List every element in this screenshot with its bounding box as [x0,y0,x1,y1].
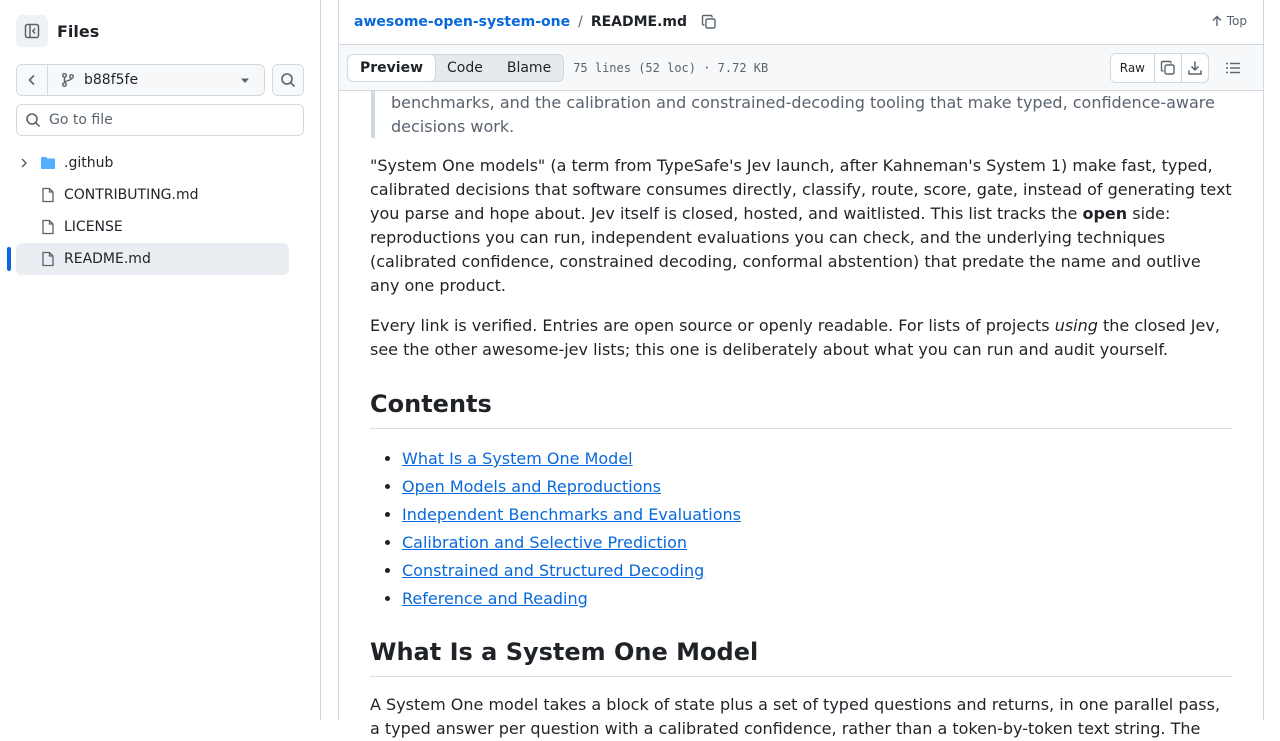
collapse-sidebar-button[interactable] [16,15,48,47]
markdown-body [370,91,1232,738]
outline-button[interactable] [1225,60,1241,80]
intro-paragraph [370,154,1232,298]
tab-preview[interactable]: Preview [347,54,436,82]
back-button[interactable] [16,64,48,96]
text-run: "System One models" (a term from TypeSafe's Jev launch, after Kahneman's System 1) make fast, typed, calibrated decisions that software consumes directly, classify, route, score, gate, instead of generating text you parse and hope about. Jev itself is closed, hosted, and waitlisted. This list tracks the [370,156,1232,223]
quote-line: decisions work. [391,117,515,136]
tab-blame[interactable]: Blame [506,59,552,76]
italic-text: using [1054,316,1098,335]
view-mode-tabs [347,54,564,82]
table-of-contents [370,445,1232,613]
tree-item-label: CONTRIBUTING.md [64,187,199,203]
file-info: 75 lines (52 loc) · 7.72 KB [573,60,769,75]
list-item [402,473,1232,501]
raw-button[interactable]: Raw [1119,61,1145,75]
file-view [338,0,1264,738]
list-item [402,501,1232,529]
toc-link[interactable]: Reference and Reading [402,589,588,608]
caret-down-icon [240,78,250,84]
file-icon [40,219,56,235]
back-to-top-link[interactable] [1211,14,1247,28]
file-tree [16,147,289,275]
text-run: side: reproductions you can run, independent evaluations you can check, and the underlying techniques (calibrated confidence, constrained decoding, conformal abstention) that predate the name and outlive any one product. [370,204,1201,295]
breadcrumb-separator: / [578,14,583,30]
branch-selector[interactable] [48,64,265,96]
list-item [402,585,1232,613]
branch-name: b88f5fe [84,72,139,88]
copy-icon [701,14,717,30]
text-run: the closed Jev, see the other awesome-jev lists; this one is deliberately about what you can run and audit yourself. [370,316,1220,359]
list-item [402,557,1232,585]
sidebar-title: Files [57,21,100,41]
tree-item-license[interactable] [16,211,289,243]
blockquote [371,91,1232,138]
chevron-left-icon [24,72,40,88]
search-files-button[interactable] [272,64,304,96]
file-actions [1110,53,1209,83]
download-button[interactable] [1181,54,1208,82]
section-paragraph: A System One model takes a block of state plus a set of typed questions and returns, in one parallel pass, a typed answer per question with a calibrated confidence, rather than a token-by-token text string. The [370,695,1221,738]
tree-item-label: .github [64,155,114,171]
file-icon [40,187,56,203]
quote-line: benchmarks, and the calibration and constrained-decoding tooling that make typed, confidence-aware [391,93,1215,112]
file-tree-sidebar [0,0,321,720]
folder-icon [40,155,56,171]
git-branch-icon [60,72,76,88]
toc-link[interactable]: Constrained and Structured Decoding [402,561,705,580]
tree-item-label: LICENSE [64,219,123,235]
go-to-file-field[interactable] [16,104,304,136]
tab-code[interactable]: Code [447,59,483,76]
list-item [402,529,1232,557]
list-item [402,445,1232,473]
toc-link[interactable]: Calibration and Selective Prediction [402,533,688,552]
section-heading: What Is a System One Model [370,637,1232,677]
file-toolbar [339,44,1263,91]
file-icon [40,251,56,267]
toc-link[interactable]: Independent Benchmarks and Evaluations [402,505,741,524]
text-run: Every link is verified. Entries are open source or openly readable. For lists of projects [370,316,1055,335]
tree-item-readme[interactable] [16,243,289,275]
copy-icon [1160,60,1176,76]
breadcrumb [339,0,1263,44]
sidebar-collapse-icon [24,23,40,39]
search-icon [280,72,296,88]
top-label: Top [1226,14,1247,28]
branch-row [16,64,265,96]
chevron-right-icon[interactable] [16,157,32,169]
sidebar-header [16,15,99,47]
go-to-file-input[interactable] [49,112,289,128]
bold-text: open [1082,204,1128,223]
toc-link[interactable]: Open Models and Reproductions [402,477,661,496]
note-paragraph [370,314,1232,362]
tree-item-github-folder[interactable] [16,147,289,179]
download-icon [1187,60,1203,76]
arrow-up-icon [1211,15,1223,27]
list-unordered-icon [1225,60,1241,76]
active-indicator [7,247,11,271]
contents-heading: Contents [370,389,1232,429]
breadcrumb-file-name: README.md [590,14,688,30]
tree-item-contributing[interactable] [16,179,289,211]
tree-item-label: README.md [64,251,151,267]
search-icon [25,112,41,128]
copy-path-button[interactable] [701,14,717,30]
copy-raw-button[interactable] [1154,54,1181,82]
breadcrumb-repo-link[interactable]: awesome-open-system-one [354,14,571,30]
toc-link[interactable]: What Is a System One Model [402,449,633,468]
